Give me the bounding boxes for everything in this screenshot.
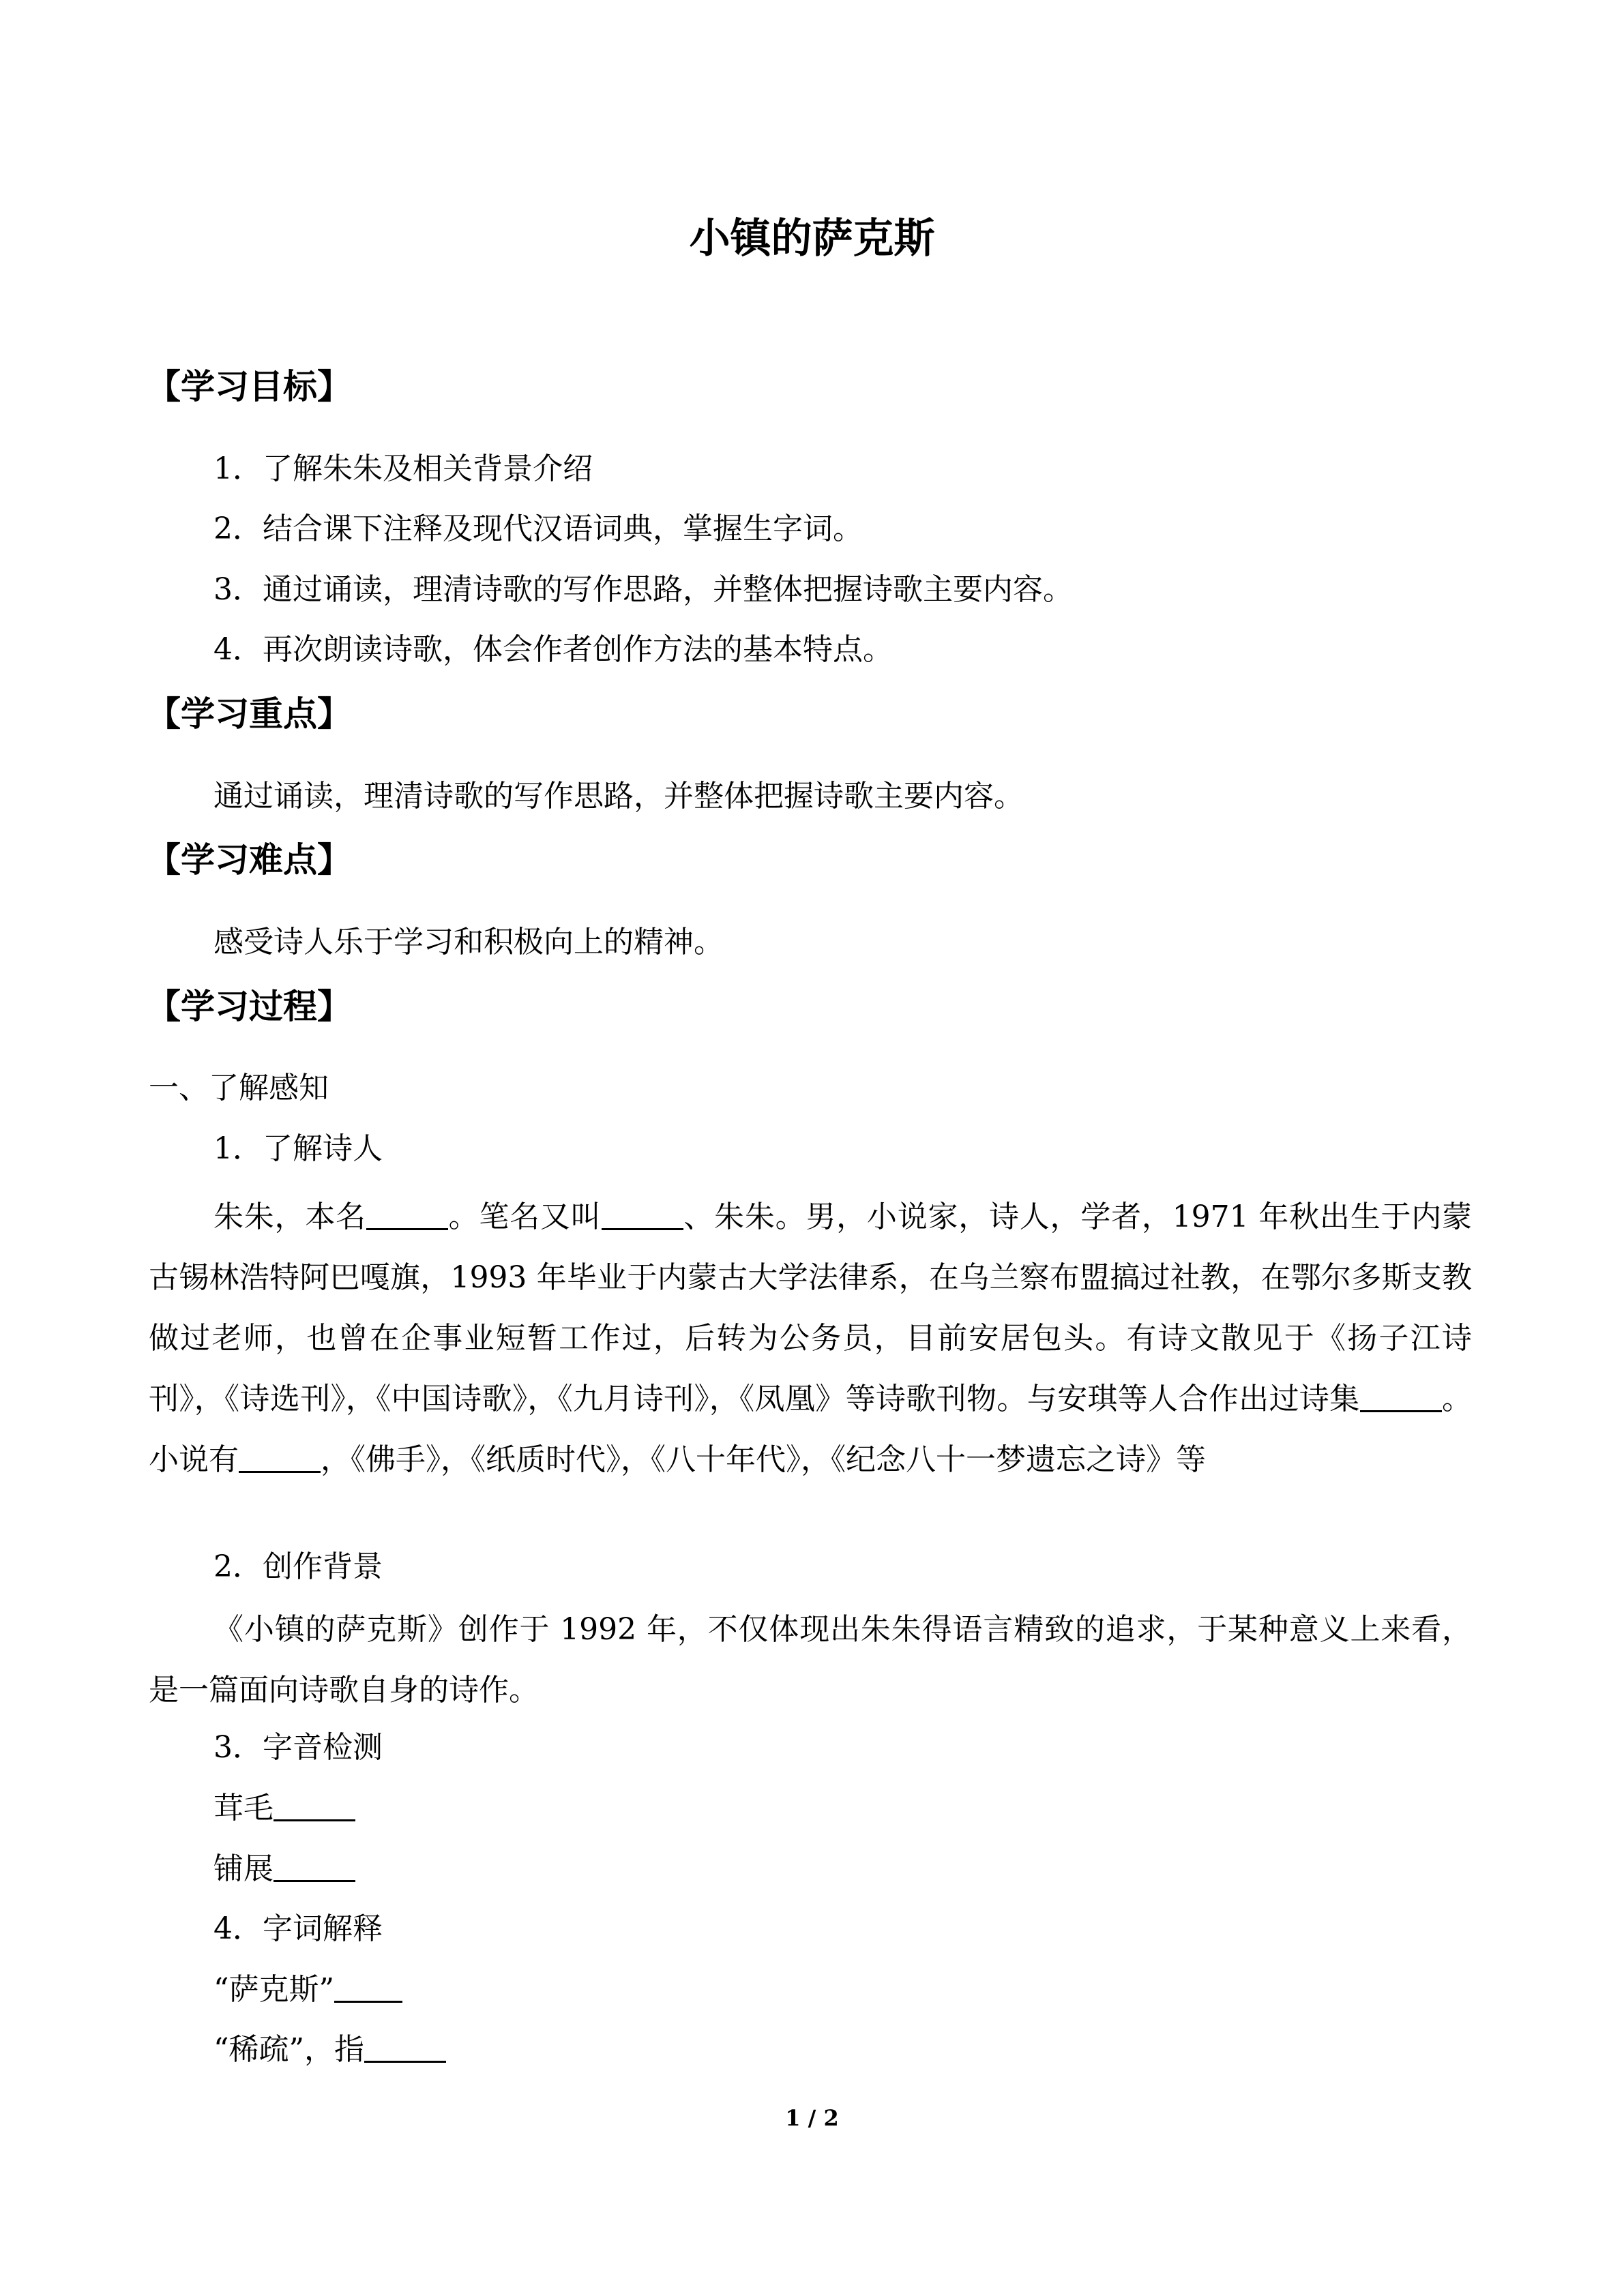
fill-blank[interactable] <box>1360 1380 1442 1412</box>
fill-blank[interactable] <box>274 1850 355 1882</box>
goal-item-2: 2．结合课下注释及现代汉语词典，掌握生字词。 <box>213 511 863 546</box>
difficulties-heading: 【学习难点】 <box>147 839 351 880</box>
sub-poet: 1．了解诗人 <box>213 1131 383 1166</box>
goals-heading: 【学习目标】 <box>147 366 351 406</box>
section-understand: 一、了解感知 <box>149 1071 329 1105</box>
goal-item-3: 3．通过诵读，理清诗歌的写作思路，并整体把握诗歌主要内容。 <box>213 572 1073 607</box>
pronunciation-item-2: 铺展 <box>213 1845 355 1893</box>
background-paragraph: 《小镇的萨克斯》创作于 1992 年，不仅体现出朱朱得语言精致的追求，于某种意义上来看，是一篇面向诗歌自身的诗作。 <box>149 1612 1472 1708</box>
goal-item-1: 1．了解朱朱及相关背景介绍 <box>213 451 593 486</box>
poet-intro-paragraph: 朱朱，本名 。笔名又叫 、朱朱。男，小说家，诗人，学者，1971 年秋出生于内蒙古锡林浩特阿巴嘎旗，1993 年毕业于内蒙古大学法律系，在乌兰察布盟搞过社教，在鄂尔多斯支教做过老师，也曾在企事业短暂工作过，后转为公务员，目前安居包头。有诗文散见于《扬子江诗刊》，《诗选刊》，《中国诗歌》，《九月诗刊》，《凤凰》等诗歌刊物。与安琪等人合作出过诗集 。小说有 ，《佛手》，《纸质时代》，《八十年代》，《纪念八十一梦遗忘之诗》等 <box>149 1199 1473 1477</box>
goal-item-4: 4．再次朗读诗歌，体会作者创作方法的基本特点。 <box>213 632 893 667</box>
sub-word-explanation: 4．字词解释 <box>213 1911 383 1946</box>
word-item-2: “稀疏”，指 <box>213 2026 446 2074</box>
page-title: 小镇的萨克斯 <box>689 215 935 263</box>
fill-blank[interactable] <box>334 1971 402 2003</box>
process-heading: 【学习过程】 <box>147 986 351 1026</box>
fill-blank[interactable] <box>274 1789 355 1821</box>
fill-blank[interactable] <box>602 1198 683 1230</box>
fill-blank[interactable] <box>364 2031 446 2063</box>
key-points-heading: 【学习重点】 <box>147 694 351 734</box>
fill-blank[interactable] <box>366 1198 448 1230</box>
page-number: 1 / 2 <box>785 2105 839 2131</box>
key-points-text: 通过诵读，理清诗歌的写作思路，并整体把握诗歌主要内容。 <box>213 779 1024 814</box>
sub-background: 2．创作背景 <box>213 1549 383 1584</box>
difficulties-text: 感受诗人乐于学习和积极向上的精神。 <box>213 925 724 959</box>
fill-blank[interactable] <box>239 1441 321 1473</box>
sub-pronunciation: 3．字音检测 <box>213 1730 383 1765</box>
pronunciation-item-1: 茸毛 <box>213 1785 355 1832</box>
word-item-1: “萨克斯” <box>213 1966 402 2014</box>
